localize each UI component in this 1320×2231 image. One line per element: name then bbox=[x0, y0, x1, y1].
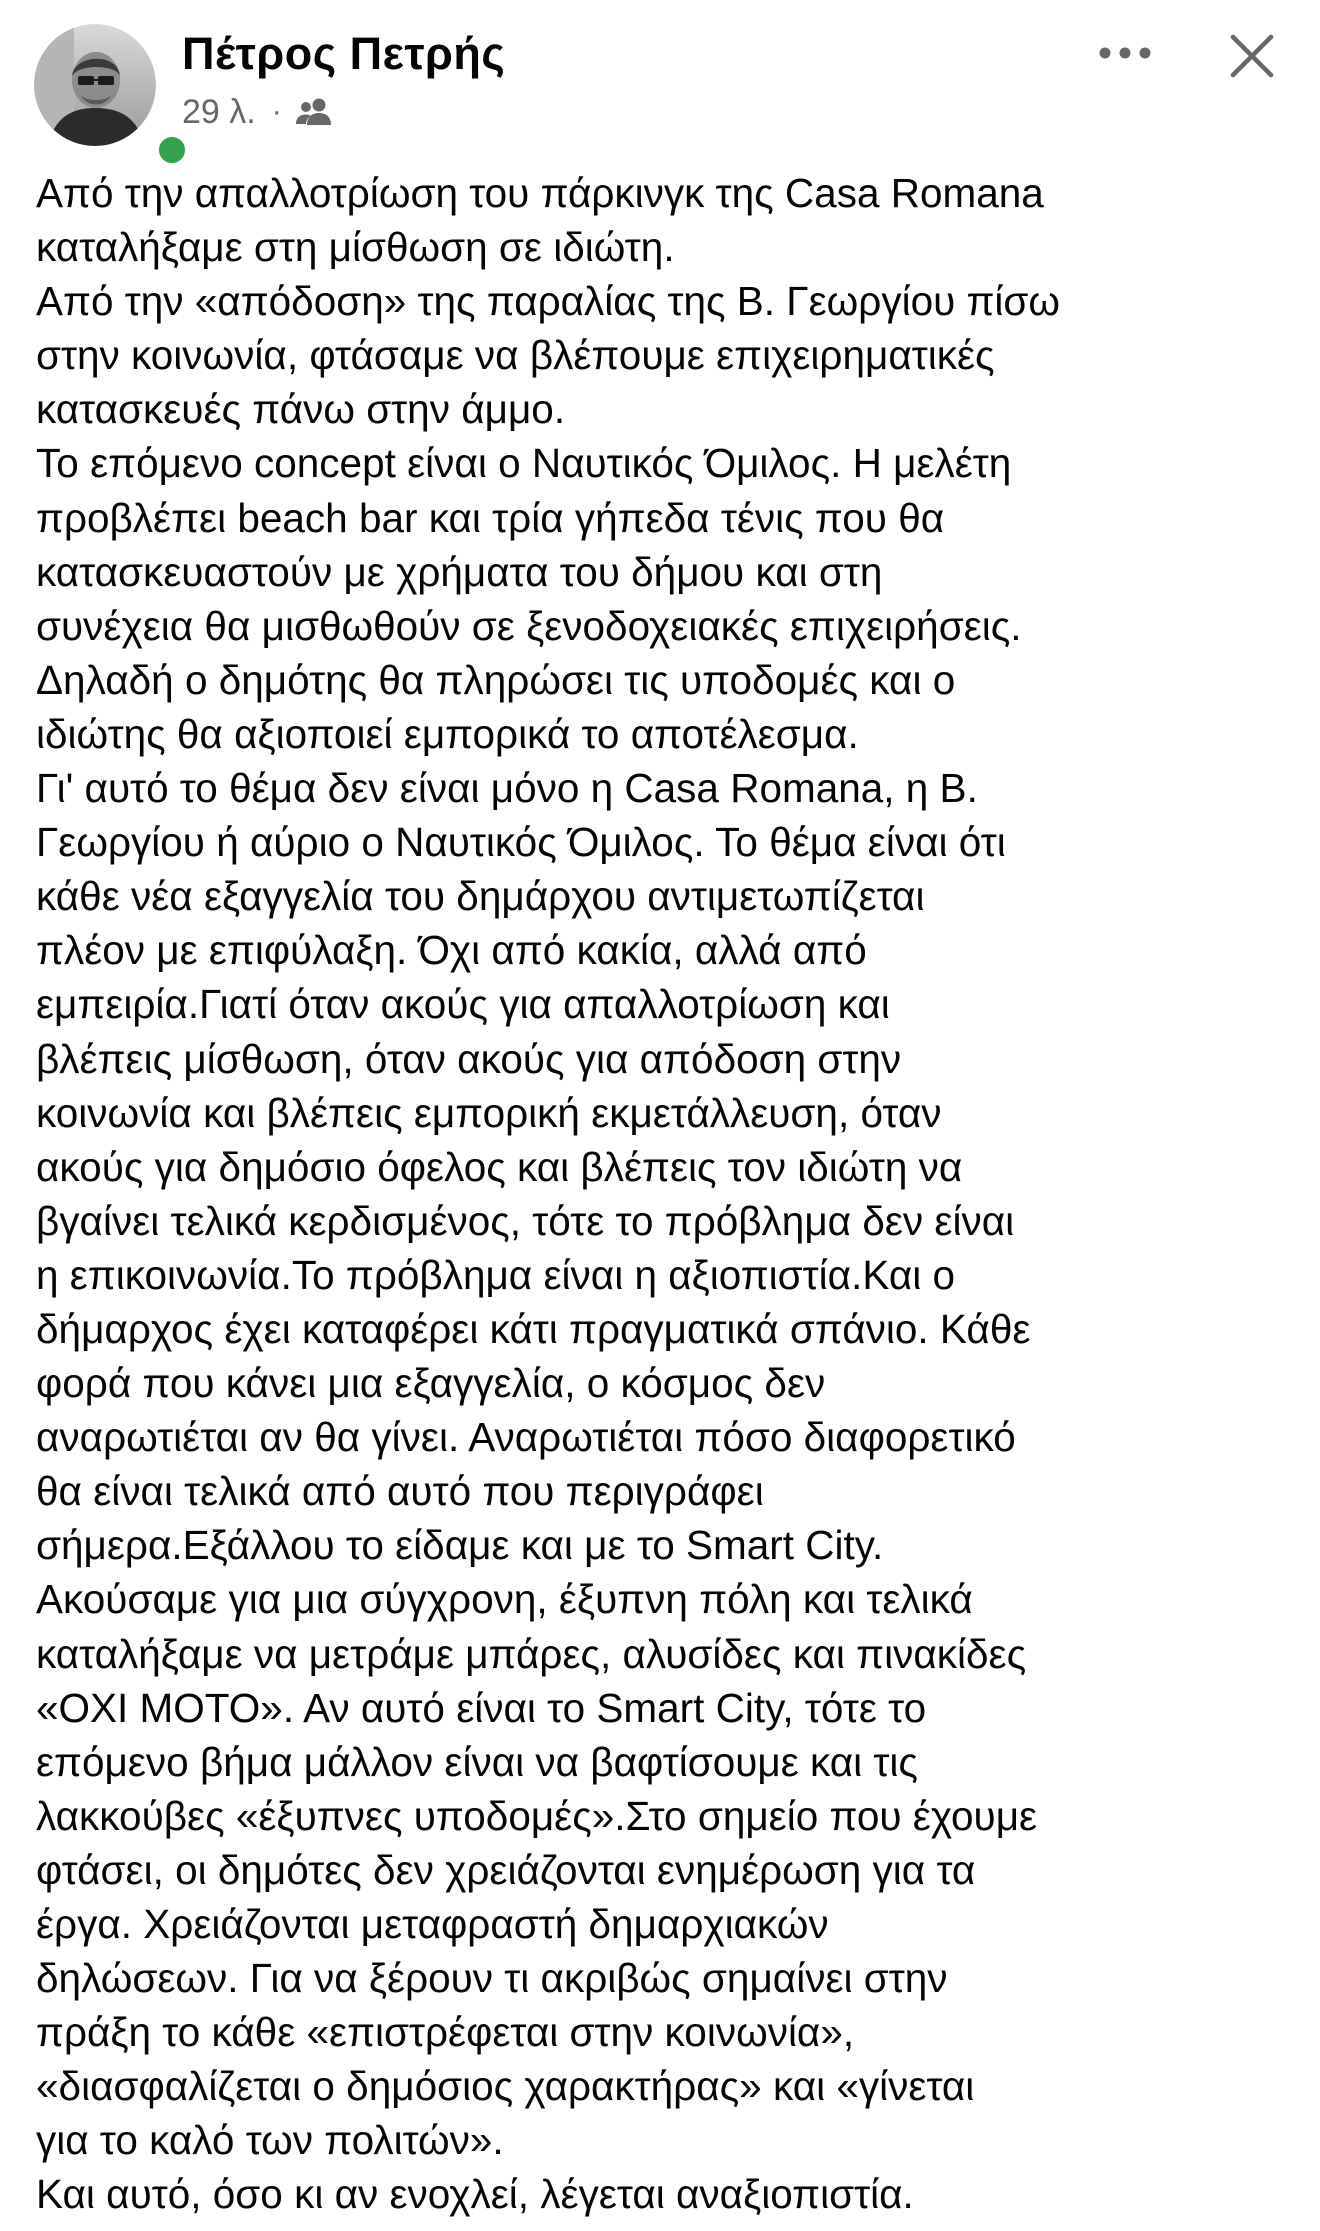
post-text-line: Το επόμενο concept είναι ο Ναυτικός Όμιλος. Η μελέτη bbox=[36, 440, 1012, 487]
close-icon bbox=[1228, 32, 1276, 80]
post-text-line: για το καλό των πολιτών». bbox=[36, 2117, 504, 2164]
meta-separator: · bbox=[271, 95, 282, 128]
author-name[interactable]: Πέτρος Πετρής bbox=[182, 28, 506, 79]
friends-icon[interactable] bbox=[294, 97, 334, 127]
post-text-line: ιδιώτης θα αξιοποιεί εμπορικά το αποτέλεσμα. bbox=[36, 710, 859, 757]
close-button[interactable] bbox=[1222, 26, 1282, 86]
post-text-line: κάθε νέα εξαγγελία του δημάρχου αντιμετωπίζεται bbox=[36, 873, 925, 920]
post-text-line: Γεωργίου ή αύριο ο Ναυτικός Όμιλος. Το θέμα είναι ότι bbox=[36, 819, 1006, 866]
post-text-line: Δηλαδή ο δημότης θα πληρώσει τις υποδομές και ο bbox=[36, 656, 956, 703]
post-text-line: θα είναι τελικά από αυτό που περιγράφει bbox=[36, 1468, 764, 1515]
post-text-line: δηλώσεων. Για να ξέρουν τι ακριβώς σημαίνει στην bbox=[36, 1955, 948, 2002]
post-text-line: «ΟΧΙ ΜΟΤΟ». Αν αυτό είναι το Smart City, τότε το bbox=[36, 1684, 927, 1731]
post-text-line: προβλέπει beach bar και τρία γήπεδα τένις που θα bbox=[36, 494, 945, 541]
post-text-line: κοινωνία και βλέπεις εμπορική εκμετάλλευση, όταν bbox=[36, 1089, 942, 1136]
more-options-button[interactable] bbox=[1090, 28, 1160, 78]
post-text-line: ακούς για δημόσιο όφελος και βλέπεις τον ιδιώτη να bbox=[36, 1143, 963, 1190]
post-text-line: καταλήξαμε να μετράμε μπάρες, αλυσίδες και πινακίδες bbox=[36, 1630, 1027, 1677]
post-text-line: λακκούβες «έξυπνες υποδομές».Στο σημείο που έχουμε bbox=[36, 1792, 1038, 1839]
post-text-line: βγαίνει τελικά κερδισμένος, τότε το πρόβλημα δεν είναι bbox=[36, 1197, 1015, 1244]
post-text-line: συνέχεια θα μισθωθούν σε ξενοδοχειακές επιχειρήσεις. bbox=[36, 602, 1022, 649]
post-text-line: Από την απαλλοτρίωση του πάρκινγκ της Casa Romana bbox=[36, 170, 1044, 216]
post-text-line: αναρωτιέται αν θα γίνει. Αναρωτιέται πόσο διαφορετικό bbox=[36, 1414, 1016, 1461]
post-text-line: εμπειρία.Γιατί όταν ακούς για απαλλοτρίωση και bbox=[36, 981, 890, 1028]
online-status-dot bbox=[154, 132, 190, 168]
post-text-line: Ακούσαμε για μια σύγχρονη, έξυπνη πόλη και τελικά bbox=[36, 1576, 973, 1623]
post-text-line: κατασκευές πάνω στην άμμο. bbox=[36, 386, 566, 433]
post-text-line: Από την «απόδοση» της παραλίας της Β. Γεωργίου πίσω bbox=[36, 278, 1061, 325]
post-text-line: καταλήξαμε στη μίσθωση σε ιδιώτη. bbox=[36, 224, 675, 271]
post-timestamp[interactable]: 29 λ. bbox=[182, 92, 256, 131]
post-text-line: πράξη το κάθε «επιστρέφεται στην κοινωνία», bbox=[36, 2009, 855, 2056]
post-text-line: επόμενο βήμα μάλλον είναι να βαφτίσουμε και τις bbox=[36, 1738, 918, 1785]
post-text-line: Και αυτό, όσο κι αν ενοχλεί, λέγεται αναξιοπιστία. bbox=[36, 2171, 914, 2218]
avatar[interactable] bbox=[34, 24, 156, 146]
post-meta bbox=[182, 92, 334, 132]
post-text-line: πλέον με επιφύλαξη. Όχι από κακία, αλλά από bbox=[36, 927, 867, 974]
post-text-line: φτάσει, οι δημότες δεν χρειάζονται ενημέρωση για τα bbox=[36, 1846, 976, 1893]
post-text-line: «διασφαλίζεται ο δημόσιος χαρακτήρας» και «γίνεται bbox=[36, 2063, 975, 2110]
post-text-line: κατασκευαστούν με χρήματα του δήμου και στη bbox=[36, 548, 883, 595]
more-horizontal-icon bbox=[1097, 45, 1153, 61]
post-text-line: έργα. Χρειάζονται μεταφραστή δημαρχιακών bbox=[36, 1901, 829, 1947]
post-text-line: βλέπεις μίσθωση, όταν ακούς για απόδοση στην bbox=[36, 1035, 902, 1082]
post-text bbox=[36, 166, 1306, 2222]
post-text-line: σήμερα.Εξάλλου το είδαμε και με το Smart City. bbox=[36, 1522, 884, 1569]
profile-photo bbox=[34, 24, 156, 146]
post-text-line: στην κοινωνία, φτάσαμε να βλέπουμε επιχειρηματικές bbox=[36, 332, 995, 379]
post-text-line: Γι' αυτό το θέμα δεν είναι μόνο η Casa Romana, η Β. bbox=[36, 765, 978, 812]
post-text-line: δήμαρχος έχει καταφέρει κάτι πραγματικά σπάνιο. Κάθε bbox=[36, 1305, 1031, 1352]
post-text-line: φορά που κάνει μια εξαγγελία, ο κόσμος δεν bbox=[36, 1360, 826, 1407]
post-header bbox=[0, 0, 1320, 160]
post-text-line: η επικοινωνία.Το πρόβλημα είναι η αξιοπιστία.Και ο bbox=[36, 1251, 956, 1298]
